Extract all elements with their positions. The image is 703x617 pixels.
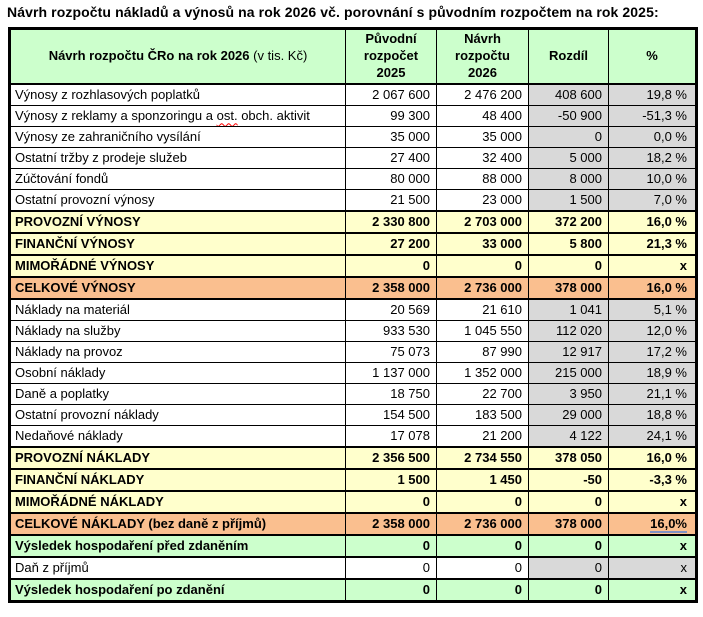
cell-pct[interactable] [609,513,697,535]
cell-label[interactable]: Nedaňové náklady [10,425,346,447]
cell-diff[interactable]: 372 200 [529,211,609,233]
cell-label[interactable]: MIMOŘÁDNÉ VÝNOSY [10,255,346,277]
table-body [10,84,697,602]
cell-label[interactable]: Náklady na služby [10,320,346,341]
col-header-budget-2026: Návrh rozpočtu 2026 [437,29,529,84]
cell-label[interactable]: Daně a poplatky [10,383,346,404]
table-row [10,341,697,362]
label-text: obch. aktivit [237,107,310,123]
table-row [10,557,697,579]
cell-diff[interactable]: 0 [529,255,609,277]
cell-budget-2025[interactable]: 35 000 [346,126,437,147]
table-row [10,147,697,168]
cell-budget-2025[interactable]: 17 078 [346,425,437,447]
cell-budget-2026[interactable]: 2 736 000 [437,513,529,535]
cell-diff[interactable]: 378 000 [529,513,609,535]
cell-budget-2025[interactable]: 20 569 [346,299,437,321]
table-row [10,84,697,106]
cell-budget-2026[interactable]: 0 [437,491,529,513]
cell-budget-2025[interactable]: 27 200 [346,233,437,255]
cell-budget-2026[interactable]: 23 000 [437,189,529,211]
cell-diff[interactable]: 0 [529,557,609,579]
cell-label[interactable]: Ostatní provozní náklady [10,404,346,425]
cell-budget-2025[interactable]: 99 300 [346,105,437,126]
cell-budget-2026[interactable]: 2 703 000 [437,211,529,233]
table-row [10,579,697,602]
cell-diff[interactable]: 215 000 [529,362,609,383]
cell-budget-2026[interactable]: 33 000 [437,233,529,255]
cell-label[interactable]: PROVOZNÍ VÝNOSY [10,211,346,233]
table-row [10,491,697,513]
cell-pct[interactable]: 7,0 % [609,189,697,211]
cell-budget-2025[interactable]: 18 750 [346,383,437,404]
table-row [10,126,697,147]
cell-diff[interactable]: 8 000 [529,168,609,189]
cell-diff[interactable]: 378 050 [529,447,609,469]
cell-budget-2026[interactable]: 1 045 550 [437,320,529,341]
cell-pct[interactable]: 19,8 % [609,84,697,106]
cell-budget-2025[interactable]: 75 073 [346,341,437,362]
table-row [10,211,697,233]
cell-budget-2026[interactable]: 88 000 [437,168,529,189]
cell-diff[interactable]: -50 900 [529,105,609,126]
cell-pct[interactable]: 24,1 % [609,425,697,447]
cell-budget-2026[interactable]: 2 734 550 [437,447,529,469]
col-header-diff: Rozdíl [529,29,609,84]
cell-label[interactable]: Zúčtování fondů [10,168,346,189]
table-row [10,362,697,383]
cell-budget-2025[interactable]: 80 000 [346,168,437,189]
cell-budget-2026[interactable]: 35 000 [437,126,529,147]
underlined-percent: 16,0% [650,515,687,531]
cell-diff[interactable]: 1 041 [529,299,609,321]
cell-label[interactable]: CELKOVÉ VÝNOSY [10,277,346,299]
cell-label[interactable]: Daň z příjmů [10,557,346,579]
cell-pct[interactable]: 18,8 % [609,404,697,425]
cell-label[interactable]: Ostatní provozní výnosy [10,189,346,211]
cell-label[interactable]: Náklady na provoz [10,341,346,362]
cell-pct[interactable]: 12,0 % [609,320,697,341]
label-text: Výnosy z reklamy a sponzoringu a [15,107,217,123]
cell-label[interactable]: CELKOVÉ NÁKLADY (bez daně z příjmů) [10,513,346,535]
cell-budget-2025[interactable]: 2 358 000 [346,513,437,535]
cell-label[interactable]: Výsledek hospodaření před zdaněním [10,535,346,557]
cell-diff[interactable]: 0 [529,579,609,602]
cell-label[interactable]: PROVOZNÍ NÁKLADY [10,447,346,469]
cell-budget-2025[interactable]: 0 [346,535,437,557]
cell-label[interactable]: Výsledek hospodaření po zdanění [10,579,346,602]
col-header-pct: % [609,29,697,84]
cell-pct[interactable]: x [609,491,697,513]
cell-label[interactable]: Výnosy ze zahraničního vysílání [10,126,346,147]
budget-table [8,27,698,603]
table-row [10,277,697,299]
col-header-name [10,29,346,84]
cell-pct[interactable]: x [609,579,697,602]
cell-pct[interactable]: 16,0 % [609,277,697,299]
cell-label[interactable]: Osobní náklady [10,362,346,383]
table-row [10,299,697,321]
table-row [10,105,697,126]
cell-budget-2026[interactable]: 1 450 [437,469,529,491]
cell-diff[interactable]: 0 [529,535,609,557]
cell-label[interactable]: Výnosy z rozhlasových poplatků [10,84,346,106]
cell-label[interactable]: MIMOŘÁDNÉ NÁKLADY [10,491,346,513]
cell-budget-2026[interactable]: 2 736 000 [437,277,529,299]
table-row [10,513,697,535]
cell-pct[interactable]: 0,0 % [609,126,697,147]
cell-pct[interactable]: 5,1 % [609,299,697,321]
cell-budget-2025[interactable]: 0 [346,579,437,602]
spellcheck-squiggle-word: ost. [216,107,238,123]
page-title: Návrh rozpočtu nákladů a výnosů na rok 2026 vč. porovnání s původním rozpočtem na rok 2025: [7,4,659,20]
cell-budget-2025[interactable]: 27 400 [346,147,437,168]
cell-diff[interactable]: 5 000 [529,147,609,168]
table-row [10,383,697,404]
cell-budget-2026[interactable]: 22 700 [437,383,529,404]
cell-budget-2026[interactable]: 21 200 [437,425,529,447]
cell-budget-2025[interactable]: 0 [346,557,437,579]
cell-budget-2025[interactable]: 0 [346,255,437,277]
cell-pct[interactable]: 18,2 % [609,147,697,168]
cell-diff[interactable]: 408 600 [529,84,609,106]
cell-pct[interactable]: 10,0 % [609,168,697,189]
cell-diff[interactable]: 0 [529,491,609,513]
table-row [10,404,697,425]
cell-budget-2025[interactable]: 1 137 000 [346,362,437,383]
cell-label[interactable]: FINANČNÍ VÝNOSY [10,233,346,255]
cell-budget-2026[interactable]: 48 400 [437,105,529,126]
cell-diff[interactable]: 378 000 [529,277,609,299]
cell-budget-2026[interactable]: 2 476 200 [437,84,529,106]
cell-pct[interactable]: x [609,557,697,579]
col-header-name-bold: Návrh rozpočtu ČRo na rok 2026 [48,47,250,63]
cell-pct[interactable]: x [609,255,697,277]
table-row [10,425,697,447]
cell-budget-2026[interactable]: 32 400 [437,147,529,168]
cell-budget-2026[interactable]: 0 [437,255,529,277]
cell-pct[interactable]: 18,9 % [609,362,697,383]
cell-budget-2025[interactable]: 1 500 [346,469,437,491]
cell-budget-2026[interactable]: 0 [437,557,529,579]
table-row [10,233,697,255]
cell-budget-2025[interactable]: 2 358 000 [346,277,437,299]
table-row [10,469,697,491]
cell-pct[interactable]: 16,0 % [609,447,697,469]
cell-diff[interactable]: 1 500 [529,189,609,211]
table-header-row [10,29,697,84]
cell-budget-2025[interactable]: 154 500 [346,404,437,425]
cell-pct[interactable]: x [609,535,697,557]
col-header-budget-2025: Původní rozpočet 2025 [346,29,437,84]
cell-label[interactable]: Náklady na materiál [10,299,346,321]
cell-label[interactable] [10,105,346,126]
cell-budget-2026[interactable]: 87 990 [437,341,529,362]
cell-budget-2025[interactable]: 0 [346,491,437,513]
col-header-name-unit: (v tis. Kč) [249,47,308,63]
table-row [10,189,697,211]
table-row [10,168,697,189]
cell-diff[interactable]: 29 000 [529,404,609,425]
table-row [10,255,697,277]
cell-label[interactable]: FINANČNÍ NÁKLADY [10,469,346,491]
cell-budget-2026[interactable]: 1 352 000 [437,362,529,383]
cell-budget-2026[interactable]: 183 500 [437,404,529,425]
cell-pct[interactable]: -51,3 % [609,105,697,126]
cell-pct[interactable]: 21,1 % [609,383,697,404]
table-row [10,447,697,469]
cell-budget-2025[interactable]: 933 530 [346,320,437,341]
cell-pct[interactable]: -3,3 % [609,469,697,491]
cell-budget-2026[interactable]: 0 [437,535,529,557]
cell-diff[interactable]: -50 [529,469,609,491]
cell-budget-2026[interactable]: 21 610 [437,299,529,321]
cell-diff[interactable]: 12 917 [529,341,609,362]
table-row [10,320,697,341]
cell-budget-2026[interactable]: 0 [437,579,529,602]
cell-budget-2025[interactable]: 2 356 500 [346,447,437,469]
cell-budget-2025[interactable]: 21 500 [346,189,437,211]
cell-diff[interactable]: 4 122 [529,425,609,447]
cell-pct[interactable]: 16,0 % [609,211,697,233]
cell-diff[interactable]: 112 020 [529,320,609,341]
cell-pct[interactable]: 21,3 % [609,233,697,255]
cell-label[interactable]: Ostatní tržby z prodeje služeb [10,147,346,168]
cell-diff[interactable]: 0 [529,126,609,147]
cell-budget-2025[interactable]: 2 330 800 [346,211,437,233]
table-row [10,535,697,557]
cell-diff[interactable]: 5 800 [529,233,609,255]
cell-budget-2025[interactable]: 2 067 600 [346,84,437,106]
cell-pct[interactable]: 17,2 % [609,341,697,362]
cell-diff[interactable]: 3 950 [529,383,609,404]
